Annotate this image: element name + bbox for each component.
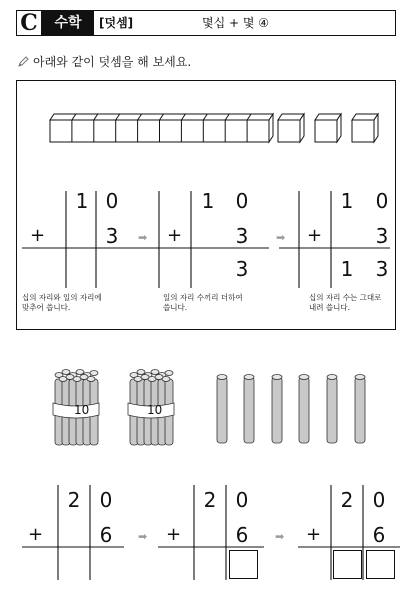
single-stick [217,375,227,444]
plus-sign: + [306,524,322,545]
single-stick [299,375,309,444]
base-ten-blocks [17,81,394,161]
arrow-right-icon: ➡ [138,231,148,244]
example1-top-ones: 0 [105,189,119,213]
bundle-label-2: 10 [147,403,163,417]
answer-box-ones[interactable] [229,550,258,579]
example3-top-tens: 1 [340,189,354,213]
unit-cube-block [278,114,304,142]
arrow-right-icon: ➡ [275,530,285,543]
problem1-top-ones: 0 [99,488,113,512]
unit-cube-block [315,114,341,142]
page-title: 몇십 + 몇 ④ [202,16,270,30]
example1-top-tens: 1 [75,189,89,213]
single-stick [355,375,365,444]
example1-add-ones: 3 [105,224,119,248]
example3-result-tens: 1 [340,257,354,281]
example3-add-ones: 3 [375,224,389,248]
example2-top-ones: 0 [235,189,249,213]
plus-sign: + [30,225,46,246]
single-stick [272,375,282,444]
example-box [16,80,396,330]
bundle-label-1: 10 [74,403,90,417]
subject-badge: 수학 [42,11,94,35]
single-stick [244,375,254,444]
plus-sign: + [307,225,323,246]
section-letter: C [17,11,42,35]
problem1-add-ones: 6 [99,523,113,547]
pencil-icon [18,56,29,67]
unit-cube-block [352,114,378,142]
single-stick [327,375,337,444]
answer-box-ones[interactable] [366,550,395,579]
ten-rod-block [50,114,273,142]
worksheet-header [16,10,396,36]
note-step-3: 십의 자리 수는 그대로 내려 씁니다. [309,293,382,312]
problem2-top-tens: 2 [203,488,217,512]
instruction [18,53,191,70]
unit-label: [덧셈] [99,16,134,30]
plus-sign: + [166,524,182,545]
answer-box-tens[interactable] [333,550,362,579]
example3-top-ones: 0 [375,189,389,213]
instruction-text: 아래와 같이 덧셈을 해 보세요. [33,55,192,69]
problem2-top-ones: 0 [235,488,249,512]
arrow-right-icon: ➡ [276,231,286,244]
example2-result-ones: 3 [235,257,249,281]
problem3-top-ones: 0 [372,488,386,512]
example2-add-ones: 3 [235,224,249,248]
problem1-top-tens: 2 [67,488,81,512]
plus-sign: + [28,524,44,545]
example3-result-ones: 3 [375,257,389,281]
plus-sign: + [167,225,183,246]
problem2-add-ones: 6 [235,523,249,547]
note-step-1: 십의 자리와 일의 자리에 맞추어 씁니다. [22,293,102,312]
problem3-add-ones: 6 [372,523,386,547]
note-step-2: 일의 자리 수끼리 더하여 씁니다. [163,293,243,312]
example2-top-tens: 1 [201,189,215,213]
arrow-right-icon: ➡ [138,530,148,543]
bundles-and-sticks [0,365,420,465]
problem3-top-tens: 2 [340,488,354,512]
